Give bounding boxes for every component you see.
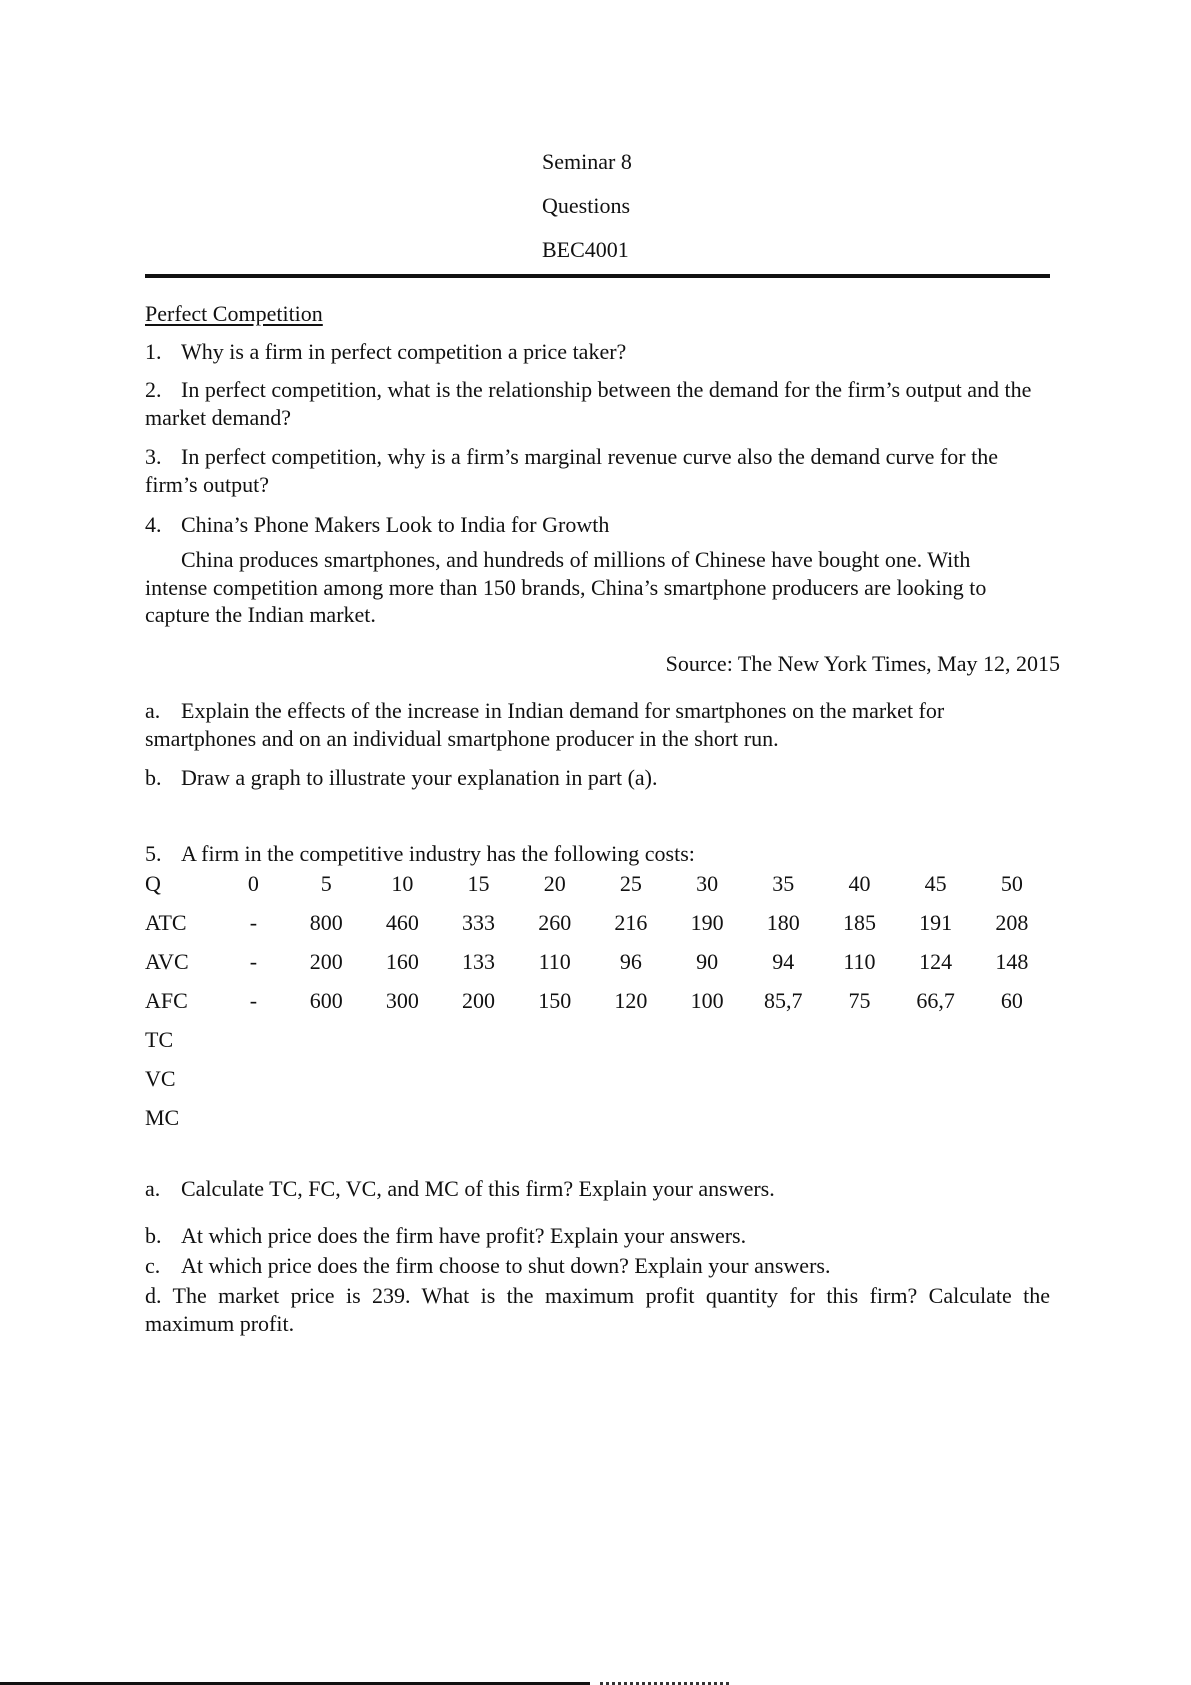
cost-cell — [219, 1104, 288, 1143]
part-label: c. — [145, 1253, 161, 1278]
cost-cell: 110 — [538, 949, 571, 974]
table-row-tc — [145, 1026, 1050, 1065]
question-5b — [145, 1222, 1050, 1250]
cost-cell — [440, 1065, 516, 1104]
quantity-cell: 10 — [391, 871, 414, 896]
cost-cell — [364, 1026, 440, 1065]
cost-cell: 66,7 — [916, 988, 955, 1013]
cost-cell: 333 — [462, 910, 496, 935]
part-text: At which price does the firm choose to shut down? Explain your answers. — [181, 1253, 831, 1278]
cost-cell — [974, 1026, 1050, 1065]
question-text: In perfect competition, what is the relationship between the demand for the firm’s output and the market demand? — [145, 377, 1032, 430]
section-heading: Perfect Competition — [145, 301, 323, 326]
cost-cell: 600 — [309, 988, 343, 1013]
question-2 — [145, 376, 1040, 431]
cost-cell — [898, 1026, 974, 1065]
row-label: TC — [145, 1027, 174, 1052]
cost-cell — [219, 1065, 288, 1104]
table-row-atc — [145, 909, 1050, 948]
cost-cell — [440, 1026, 516, 1065]
part-label: a. — [145, 698, 161, 723]
cost-cell — [517, 1065, 593, 1104]
question-4b — [145, 764, 1050, 792]
question-5 — [145, 840, 1050, 868]
article-body: China produces smartphones, and hundreds of millions of Chinese have bought one. With intense competition among more than 150 brands, China’s smartphone producers are looking to capture the Indian market. — [145, 547, 987, 627]
quantity-cell: 35 — [772, 871, 795, 896]
question-text: A firm in the competitive industry has the following costs: — [181, 841, 695, 866]
cost-cell — [821, 1065, 897, 1104]
quantity-cell: 0 — [247, 871, 259, 896]
cost-cell: 200 — [309, 949, 343, 974]
question-text: In perfect competition, why is a firm’s marginal revenue curve also the demand curve for the firm’s output? — [145, 444, 998, 497]
row-label: VC — [145, 1066, 176, 1091]
cost-table — [145, 870, 1050, 1143]
cost-cell — [974, 1104, 1050, 1143]
cost-cell: 191 — [919, 910, 953, 935]
course-code: BEC4001 — [542, 237, 629, 262]
cost-cell — [440, 1104, 516, 1143]
cost-cell: 180 — [766, 910, 800, 935]
cost-cell: 150 — [538, 988, 572, 1013]
question-4 — [145, 511, 1050, 539]
question-5d — [145, 1282, 1050, 1337]
cost-cell — [898, 1104, 974, 1143]
cost-cell: 100 — [690, 988, 724, 1013]
cost-cell: 300 — [385, 988, 419, 1013]
cost-cell: 208 — [995, 910, 1029, 935]
part-label: a. — [145, 1176, 161, 1201]
row-label: AVC — [145, 949, 189, 974]
document-subtitle: Questions — [542, 193, 630, 218]
cost-cell: 160 — [385, 949, 419, 974]
cost-cell — [821, 1026, 897, 1065]
cost-cell: 800 — [309, 910, 343, 935]
part-text: Calculate TC, FC, VC, and MC of this firm? Explain your answers. — [181, 1176, 775, 1201]
question-5a — [145, 1175, 1050, 1203]
cost-cell: 460 — [385, 910, 419, 935]
cost-cell: 190 — [690, 910, 724, 935]
cost-cell — [745, 1065, 821, 1104]
article-source: Source: The New York Times, May 12, 2015 — [665, 651, 1060, 676]
part-text: Explain the effects of the increase in Indian demand for smartphones on the market for smartphones and on an individual smartphone producer in the short run. — [145, 698, 945, 751]
cost-cell — [745, 1104, 821, 1143]
part-text: The market price is 239. What is the maximum profit quantity for this firm? Calculate the maximum profit. — [145, 1283, 1050, 1336]
cost-cell — [593, 1026, 669, 1065]
part-label: b. — [145, 765, 162, 790]
cost-cell — [288, 1104, 364, 1143]
table-row-mc — [145, 1104, 1050, 1143]
part-text: Draw a graph to illustrate your explanation in part (a). — [181, 765, 658, 790]
question-1 — [145, 338, 1050, 366]
cost-cell — [669, 1065, 745, 1104]
cost-cell: - — [249, 988, 258, 1013]
cost-cell — [364, 1104, 440, 1143]
quantity-cell: 45 — [924, 871, 947, 896]
cost-cell: 94 — [772, 949, 795, 974]
cost-cell — [288, 1065, 364, 1104]
question-number: 4. — [145, 512, 162, 537]
cost-cell: 133 — [462, 949, 496, 974]
question-number: 5. — [145, 841, 162, 866]
quantity-cell: 30 — [696, 871, 719, 896]
quantity-cell: 40 — [848, 871, 871, 896]
article-headline: China’s Phone Makers Look to India for Growth — [181, 512, 610, 537]
cost-cell: 60 — [1000, 988, 1023, 1013]
question-number: 1. — [145, 339, 162, 364]
cost-cell — [517, 1104, 593, 1143]
cost-cell: 124 — [919, 949, 953, 974]
cost-cell — [974, 1065, 1050, 1104]
cost-cell — [288, 1026, 364, 1065]
cost-cell — [364, 1065, 440, 1104]
cost-cell: - — [249, 949, 258, 974]
header-divider — [145, 274, 1050, 278]
cost-cell — [669, 1026, 745, 1065]
row-label: ATC — [145, 910, 187, 935]
cost-cell: 216 — [614, 910, 648, 935]
quantity-cell: 50 — [1000, 871, 1023, 896]
cost-cell: 85,7 — [764, 988, 803, 1013]
question-number: 2. — [145, 377, 162, 402]
question-3 — [145, 443, 1025, 498]
cost-cell: 185 — [842, 910, 876, 935]
part-label: d. — [145, 1283, 162, 1308]
cost-cell: 96 — [619, 949, 642, 974]
cost-cell — [745, 1026, 821, 1065]
question-text: Why is a firm in perfect competition a price taker? — [181, 339, 627, 364]
cost-cell: 148 — [995, 949, 1029, 974]
question-5c — [145, 1252, 1050, 1280]
cost-cell: 260 — [538, 910, 572, 935]
cost-cell: 110 — [843, 949, 876, 974]
table-row-avc — [145, 948, 1050, 987]
cost-cell: 75 — [848, 988, 871, 1013]
cost-cell — [821, 1104, 897, 1143]
cost-cell — [669, 1104, 745, 1143]
cost-cell — [219, 1026, 288, 1065]
quantity-cell: 15 — [467, 871, 490, 896]
cost-cell — [898, 1065, 974, 1104]
cost-cell — [593, 1104, 669, 1143]
table-row-afc — [145, 987, 1050, 1026]
question-number: 3. — [145, 444, 162, 469]
cost-cell: 90 — [696, 949, 719, 974]
row-label: MC — [145, 1105, 180, 1130]
row-label: AFC — [145, 988, 188, 1013]
cost-cell: 120 — [614, 988, 648, 1013]
question-4a — [145, 697, 1050, 752]
quantity-cell: 5 — [320, 871, 332, 896]
cost-cell: - — [249, 910, 258, 935]
table-row-quantity — [145, 870, 1050, 909]
quantity-cell: 20 — [543, 871, 566, 896]
quantity-cell: 25 — [619, 871, 642, 896]
cost-cell — [517, 1026, 593, 1065]
cost-cell: 200 — [462, 988, 496, 1013]
cost-cell — [593, 1065, 669, 1104]
row-label: Q — [145, 871, 161, 896]
table-row-vc — [145, 1065, 1050, 1104]
seminar-title: Seminar 8 — [542, 149, 632, 174]
part-label: b. — [145, 1223, 162, 1248]
part-text: At which price does the firm have profit? Explain your answers. — [181, 1223, 747, 1248]
